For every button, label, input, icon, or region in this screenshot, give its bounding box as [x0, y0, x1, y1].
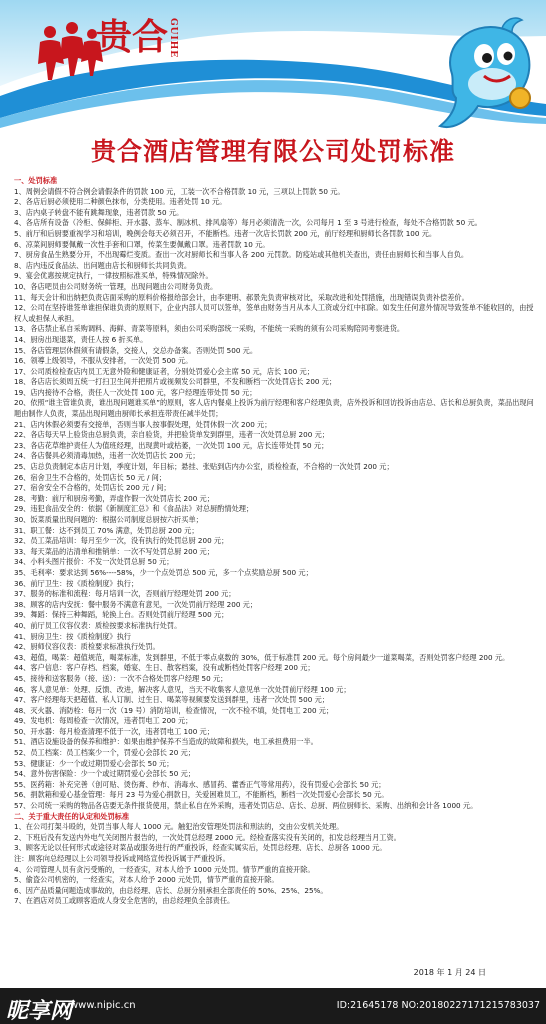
- fish-mascot-icon: [432, 14, 542, 134]
- list-item: 23、各店花草维护责任人为值班经理，出现黄叶或枯萎，一次处罚 100 元，店长连带处罚 50 元；: [14, 440, 329, 450]
- brand-latin-name: GUIHE: [168, 18, 178, 59]
- document-date: 2018 年 1 月 24 日: [413, 968, 486, 977]
- list-item: 28、考勤：前厅和厨房考勤，弄虚作假一次处罚店长 200 元；: [14, 493, 214, 503]
- list-item: 7、厨房食品生熟要分开，不出现霉烂变质。查出一次对厨师长和当事人各 200 元罚款。防疫站或其他机关查出，责任由厨师长和当事人自负。: [14, 250, 469, 260]
- list-item: 7、在酒店对员工或顾客造成人身安全危害的，由总经理负全部责任。: [14, 896, 235, 906]
- brand-name: 贵合: [96, 16, 169, 58]
- list-item: 6、因产品质量问题造成事故的，由总经理、店长、总厨分别承担全部责任的 50%、25%、25%。: [14, 885, 328, 895]
- list-item: 3、店内桌子转盘不能有跳舞现象，违者罚款 50 元。: [14, 207, 184, 217]
- list-item: 5、前厅和后厨要重视学习和培训，晚例会每天必须召开，不能断档。违者一次店长罚款 200 元，前厅经理和厨师长各罚款 100 元。: [14, 228, 437, 238]
- list-item: 16、领導上级领导，不服从安排者，一次处罚 500 元。: [14, 356, 193, 366]
- list-item: 5、偷盗公司机密的，一经查实，对本人给予 2000 元处罚，情节严重的直接开除。: [14, 875, 279, 885]
- list-item: 24、各店餐具必须清毒加热，违者一次处罚店长 200 元；: [14, 451, 200, 461]
- list-item: 32、员工菜品培训：每月至少一次，没有执行的处罚总厨 200 元；: [14, 536, 229, 546]
- list-item: 25、店总负责制定本店月计划，季度计划，年目标；悬挂、张贴到店内办公室，质检检查，不合格的一次处罚 200 元；: [14, 462, 394, 472]
- list-item: 27、宿舍安全不合格的，处罚店长 200 元 / 间；: [14, 483, 171, 493]
- watermark-image-id: ID:21645178 NO:20180227171215783037: [336, 1000, 540, 1011]
- list-item: 33、每天菜品的沽清单和推销单：一次不写处罚总厨 200 元；: [14, 546, 214, 556]
- list-item: 2、下班后没有发送内外电气关闭图片报告的，一次处罚总经理 2000 元。经检查落实没有关闭的，扣发总经理当月工资。: [14, 832, 401, 842]
- list-item: 20、依照“谁主管谁负责，谁出现问题谁买单”的原则，客人店内餐桌上投诉为前厅经理和客户经理负责，店外投诉和回访投诉由店总、店长和总厨负责，菜品出现问题由制作人负责，菜品出现问题由厨师长承担连带责任减半处罚；: [14, 398, 534, 419]
- list-item: 18、各店店长须周五统一打扫卫生间并把照片或视频发公司群里，不发和断档一次处罚店长 200 元；: [14, 377, 337, 387]
- list-item: 14、厨房出现退菜，责任人按 6 折买单。: [14, 334, 148, 344]
- list-item: 13、各店禁止私自采购调料、海鲜、青菜等原料，须由公司采购部统一采购，不能统一采购的须有公司采购陪同考察进货。: [14, 324, 405, 334]
- list-item: 注：顾客向总经理以上公司领导投诉或网络宣传投诉属于严重投诉。: [14, 854, 230, 863]
- section-heading: 一、处罚标准: [14, 176, 58, 185]
- list-item: 38、顾客的店内安抚：餐中服务不满意有意见，一次处罚前厅经理 200 元；: [14, 599, 258, 609]
- list-item: 34、小料头图片报价：不发一次处罚总厨 50 元；: [14, 557, 174, 567]
- list-item: 40、前厅员工仪容仪表：质检按要求标准执行处罚。: [14, 620, 182, 630]
- list-item: 52、员工档案：员工档案少一个，罚爱心会部长 20 元；: [14, 748, 195, 758]
- section-penalty-list: [14, 187, 534, 812]
- list-item: 4、各店所有设备（冷柜、保鲜柜、开水器、蒸车、制冰机、排风扇等）每月必须清洗一次，公司每月 1 至 3 号进行检查，每处不合格罚款 50 元。: [14, 218, 482, 228]
- list-item: 22、各店每天早上验货由总厨负责，亲自验货，并把验货单发到群里，违者一次处罚总厨 200 元；: [14, 430, 329, 440]
- list-item: 41、厨房卫生：按《质检制度》执行: [14, 631, 131, 641]
- list-item: 39、舞蹈：保持三种舞蹈，轮换上台。否则处罚前厅经理 500 元；: [14, 610, 229, 620]
- list-item: 30、饭菜质量出现问题的：根据公司制度总厨按六折买单；: [14, 515, 203, 524]
- list-item: 53、健康证：少一个或过期罚爱心会部长 50 元；: [14, 758, 174, 768]
- list-item: 21、店内休假必须要有交接单，否则当事人按事假处理，处罚休假一次 200 元；: [14, 419, 272, 429]
- list-item: 54、意外伤害保险：少一个或过期罚爱心会部长 50 元；: [14, 769, 195, 779]
- list-item: 51、酒店设施设备的保养和维护：如果由维护保养不当造成的故障和损失，电工承担费用一半。: [14, 737, 318, 747]
- list-item: 43、超值，喝菜：超值规范，喝菜标准，发到群里，不低于零点桌数的 30%，低于标准罚 200 元。每个房间最少一道菜喝菜，否则处罚客户经理 200 元。: [14, 652, 510, 662]
- list-item: 1、周例会请假不符合例会请假条件的罚款 100 元，工装一次不合格罚款 10 元，三项以上罚款 50 元。: [14, 186, 345, 196]
- watermark-footer-bar: [0, 988, 546, 1024]
- list-item: 46、客人意见单：处理、反馈、改进，解决客人意见，当天不收集客人意见单一次处罚前厅经理 100 元；: [14, 684, 351, 694]
- list-item: 50、开水器：每月检查清理不低于一次，违者罚电工 100 元；: [14, 726, 214, 736]
- document-body: [14, 176, 534, 907]
- list-item: 56、捐款箱和爱心基金管理：每月 23 号为爱心捐款日，关爱困难员工，不能断档，断档一次处罚爱心会部长 50 元。: [14, 790, 389, 800]
- watermark-site-name: 昵享网: [6, 999, 73, 1024]
- watermark-site-url: www.nipic.cn: [70, 1000, 136, 1011]
- list-item: 57、公司统一采购的物品各店要无条件报货使用，禁止私自在外采购，违者处罚店总、店长、总厨、两位厨师长、采购、出纳和会计各 1000 元。: [14, 801, 478, 811]
- brand-wordmark: [96, 16, 178, 59]
- list-item: 37、服务的标准和流程：每月培训一次，否则前厅经理处罚 200 元；: [14, 589, 236, 599]
- list-item: 15、各店管理层休假须有请假条，交接人，交总办备案。否则处罚 500 元。: [14, 345, 258, 355]
- document-title: 贵合酒店管理有限公司处罚标准: [90, 137, 455, 166]
- list-item: 12、公司在坚持谁签单谁担保谁负责的原则下，企业内部人员可以签单，签单由财务当月从本人工资或分红中扣除。如发生任何意外情况导致签单不能收回的，由授权人或担保人承担。: [14, 303, 534, 323]
- section-major-liability-list: [14, 822, 534, 907]
- list-item: 4、公司管理人员有贪污受贿的，一经查实，对本人给予 1000 元处罚。情节严重的直接开除。: [14, 864, 315, 874]
- list-item: 8、店内违反食品法、出问题由店长和厨师长共同负责。: [14, 260, 192, 270]
- list-item: 9、宴会优惠按规定执行，一律按照标准买单，特殊情况除外。: [14, 271, 213, 281]
- list-item: 44、客户信息：客户存档、档案，婚宴、生日、散客档案，没有或断档处罚客户经理 200 元；: [14, 663, 315, 673]
- list-item: 11、每天会计和出纳把负责店面采购的原料价格报给部会计，由李建明、郝景先负责审核对比，采取改进和处罚措施，出现错误负责补偿差价。: [14, 292, 469, 302]
- list-item: 55、医药箱：补充完善（创可贴、烫伤膏、纱布、消毒水、感冒药、藿香正气等常用药），没有罚爱心会部长 50 元；: [14, 779, 386, 789]
- list-item: 29、违犯食品安全的：依据《新制度汇总》和《食品法》对总厨酌情处理；: [14, 504, 254, 514]
- list-item: 48、灭火器、消防栓：每月一次（19 号）消防培训，检查情况，一次不检不填，处罚电工 200 元；: [14, 705, 334, 715]
- list-item: 6、凉菜间厨师要佩戴一次性手套和口罩，传菜生要佩戴口罩。违者罚款 10 元。: [14, 239, 270, 249]
- list-item: 26、宿舍卫生不合格的，处罚店长 50 元 / 间；: [14, 472, 167, 482]
- list-item: 1、在公司打架斗殴的，处罚当事人每人 1000 元。触犯治安管理处罚法和刑法的，交由公安机关处理。: [14, 822, 344, 832]
- list-item: 49、发电机：每周检查一次情况，违者罚电工 200 元；: [14, 716, 193, 726]
- list-item: 47、客户经理每天把超值、私人订制、过生日、喝菜等视频要发送到群里，违者一次处罚 500 元；: [14, 695, 329, 705]
- list-item: 3、顾客无论以任何形式或途径对菜品或服务进行的严重投诉，经查实属实后，处罚总经理、店长、总厨各 1000 元。: [14, 843, 387, 853]
- list-item: 19、店内接待不合格，责任人一次处罚 100 元，客户经理连带处罚 50 元；: [14, 387, 257, 397]
- list-item: 17、公司质检检查店内员工无意外险和健康证者，分别处罚爱心会主席 50 元，店长 100 元；: [14, 366, 314, 376]
- section-heading: 二、关于重大责任的认定和处罚标准: [14, 811, 130, 821]
- list-item: 42、厨师仪容仪表：质检要求标准执行处罚。: [14, 642, 160, 652]
- list-item: 2、各店后厨必须使用二种颜色抹布，分类使用。违者处罚 10 元。: [14, 197, 227, 207]
- list-item: 35、毛利率：要求达到 56%----58%，少一个点处罚总 500 元，多一个点奖励总厨 500 元；: [14, 567, 313, 577]
- list-item: 45、接待和送客服务（接、送）：一次不合格处罚客户经理 50 元；: [14, 673, 228, 683]
- list-item: 10、各店吧员由公司财务统一管理，出现问题由公司财务负责。: [14, 281, 218, 291]
- list-item: 31、职工餐：达不到员工 70% 满意，处罚总厨 200 元；: [14, 525, 199, 535]
- list-item: 36、前厅卫生：按《质检制度》执行；: [14, 578, 139, 588]
